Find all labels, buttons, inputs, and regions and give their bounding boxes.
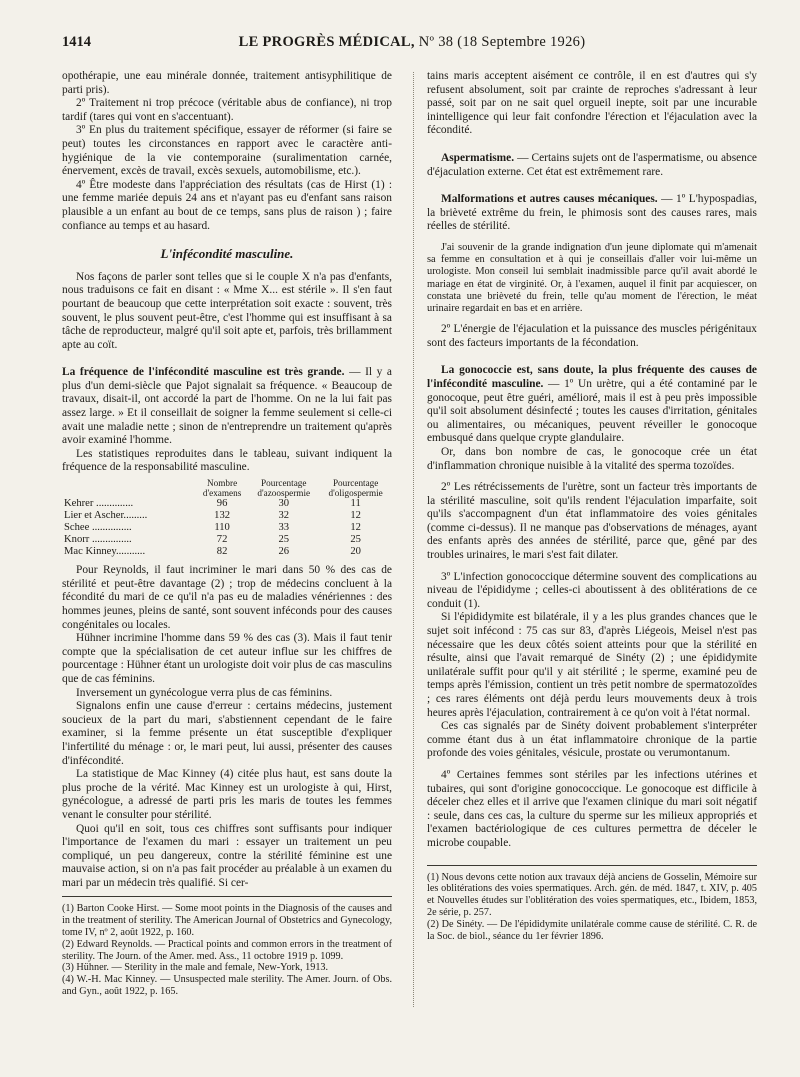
paragraph-text: — Certains sujets ont de l'aspermatisme, ou absence d'éjaculation externe. Cet état est extrêmement rare. — [427, 151, 757, 178]
footnote: (4) W.-H. Mac Kinney. — Unsuspected male sterility. The Amer. Journ. of Obs. and Gyn., août 1922, p. 165. — [62, 974, 392, 998]
footnotes — [427, 872, 757, 943]
value-cell: 132 — [214, 510, 231, 522]
paragraph: Or, dans bon nombre de cas, le gonocoque crée un état d'inflammation chronique nuisible à la vitalité des sperma tozoïdes. — [427, 445, 757, 472]
paragraph: Ces cas signalés par de Sinéty doivent probablement s'interpréter comme étant dus à un état inflammatoire chronique de la partie profonde des voies génitales, vésicule, prostate ou verumontanum. — [427, 720, 757, 760]
column-header: Pourcentage d'azoospermie — [257, 478, 311, 498]
footnote: (1) Nous devons cette notion aux travaux déjà anciens de Gosselin, Mémoire sur les oblitérations des voies spermatiques. Arch. gén. de méd. 1847, t. XIV, p. 405 et Nouvelles études sur l'oblitération des voies spermatiques, etc., Ibidem, 1853, 2e série, p. 257. — [427, 871, 757, 918]
author-cell: Knorr ............... — [64, 534, 132, 546]
paragraph: Signalons enfin une cause d'erreur : certains médecins, justement soucieux de la part du mari, s'abstiennent cependant de le faire examiner, si la femme présente un état susceptible d'expliquer l'infertilité du ménage : or, le mari peut, lui aussi, présenter des causes d'infécondité. — [62, 700, 392, 767]
author-cell: Lier et Ascher......... — [64, 510, 148, 522]
table-row — [62, 510, 392, 522]
paragraph: 4º Être modeste dans l'appréciation des résultats (cas de Hirst (1) : une femme mariée depuis 24 ans et n'ayant pas eu d'enfant sans raison plausible a un enfant au bout de ce temps, sans plus de raison ) ; faire confiance au temps et au hasard. — [62, 178, 392, 232]
run-in-heading: Malformations et autres causes mécaniques. — [441, 193, 658, 206]
table-row — [62, 534, 392, 546]
right-column — [427, 70, 757, 942]
statistics-table — [62, 479, 392, 558]
paragraph: 2º Les rétrécissements de l'urètre, sont un facteur très importants de la stérilité masculine, soit qu'ils rendent l'éjaculation imparfaite, soit qu'ils s'accompagnent d'un état inflammatoire des voies génitales (comme ci-dessus). Il ne manque pas d'observations de ménages, ayant des enfants après des années de stérilité, parce que, gêné par des troubles urinaires, le mari s'est fait dilater. — [427, 481, 757, 562]
table-row — [62, 546, 392, 558]
paragraph: Inversement un gynécologue verra plus de cas féminins. — [76, 686, 333, 699]
value-cell: 26 — [278, 546, 290, 558]
author-cell: Schee ............... — [64, 522, 132, 534]
value-cell: 25 — [350, 534, 361, 546]
value-cell: 32 — [278, 510, 290, 522]
running-title — [62, 34, 762, 51]
paragraph-text: — 1º Un urètre, qui a été contaminé par le gonocoque, peut être guéri, amélioré, mais il est à peu près impossible qu'il soit absolument désinfecté ; toutes les causes d'irritation, génitales ou alimentaires, ou mécaniques, peuvent réveiller le gonocoque embusqué dans quelque crypte glandulaire. — [427, 377, 757, 445]
paragraph-text: — 1º L'hypospadias, la brièveté extrême du frein, le phimosis sont des causes rares, mais réelles de stérilité. — [427, 193, 757, 233]
paragraph: 4º Certaines femmes sont stériles par les infections utérines et tubaires, qui sont d'origine gonococcique. Le gonocoque est difficile à déceler chez elles et il arrive que l'examen clinique du mari soit négatif : seule, dans ces cas, la culture du sperme sur les milieux appropriés et l'examen bactériologique de ces cultures permettra de déceler le microbe coupable. — [427, 768, 757, 849]
left-column — [62, 70, 392, 998]
footnote: (1) Barton Cooke Hirst. — Some moot points in the Diagnosis of the causes and in the treatment of sterility. The American Journal of Obstetrics and Gynecology, tome IV, nº 2, août 1922, p. 160. — [62, 903, 392, 939]
footnote: (3) Hühner. — Sterility in the male and female, New-York, 1913. — [62, 962, 329, 974]
value-cell: 11 — [350, 498, 361, 510]
paragraph — [427, 193, 757, 234]
value-cell: 72 — [216, 534, 228, 546]
footnote-rule — [62, 896, 392, 897]
paragraph — [427, 152, 757, 179]
paragraph: Si l'épididymite est bilatérale, il y a les plus grandes chances que le sujet soit infécond : 75 cas sur 83, d'après Liégeois, Meisel n'est pas nécessaire que les deux côtés soient atteints pour que la stérilité en résulte, ainsi que l'avait remarqué de Sinéty (2) ; une épididymite unilatérale suffit pour qu'il y ait stérilité ; le sperme, examiné peu de temps après l'émission, contient un très petit nombre de spermatozoïdes ; ces rares éléments ont déjà perdu leurs mouvements deux à trois heures après l'éjaculation, contrairement à ce qu'on voit à l'état normal. — [427, 611, 757, 719]
paragraph: 3º L'infection gonococcique détermine souvent des complications au niveau de l'épididyme ; celles-ci aboutissent à des oblitérations de ce conduit (1). — [427, 570, 757, 610]
footnotes — [62, 903, 392, 997]
value-cell: 33 — [278, 522, 290, 534]
paragraph: La statistique de Mac Kinney (4) citée plus haut, est sans doute la plus proche de la vérité. Mac Kinney est un urologiste à qui, Hirst, gynécologue, a adressé de parti pris les maris de toutes les femmes venant le consulter pour stérilité. — [62, 768, 392, 821]
column-header: Pourcentage d'oligospermie — [328, 478, 383, 498]
column-separator — [413, 72, 415, 1007]
page-number: 1414 — [62, 34, 91, 50]
paragraph: 2º L'énergie de l'éjaculation et la puissance des muscles périgénitaux sont des facteurs importants de la fécondation. — [427, 323, 757, 349]
paragraph: Quoi qu'il en soit, tous ces chiffres sont suffisants pour indiquer l'importance de l'examen du mari : essayer un traitement un peu compliqué, un peu dangereux, contre la stérilité féminine est une mauvaise action, si on n'a pas fait procéder au préalable à un examen du mari par un médecin très qualifié. Si cer- — [62, 822, 392, 889]
run-in-heading: Aspermatisme. — [441, 151, 515, 164]
section-heading: L'infécondité masculine. — [160, 246, 294, 262]
value-cell: 12 — [350, 522, 361, 534]
quote-paragraph: J'ai souvenir de la grande indignation d'un jeune diplomate qui m'amenait sa femme en consultation et à qui je conseillais d'aller voir lui-même un urologiste. Mon conseil lui semblait inadmissible parce qu'il avait abordé le mariage en état de virginité. Or, à l'examen, auquel il finit par acquiescer, on constata une brièveté du frein, telle qu'au moment de l'érection, le méat urinaire regardait en bas et en arrière. — [427, 241, 757, 314]
value-cell: 12 — [350, 510, 361, 522]
paragraph — [62, 366, 392, 448]
paragraph: Pour Reynolds, il faut incriminer le mari dans 50 % des cas de stérilité et peut-être davantage (2) ; trop de médecins concluent à la fécondité du mari de ce qu'il n'a pas eu de maladies vénériennes : des hommes jeunes, pleins de santé, sont souvent inféconds pour des causes congénitales ou locales. — [62, 564, 392, 631]
paragraph-text: — Il y a plus d'un demi-siècle que Pajot signalait sa fréquence. « Beaucoup de travaux, disait-il, ont accordé la part de l'homme. On ne la lui fait pas assez large. » Et il conseillait de soigner la femme seulement si celle-ci avait une maladie nette ; sinon de n'entreprendre un traitement qu'après avoir examiné l'homme. — [62, 366, 392, 447]
author-cell: Mac Kinney........... — [64, 546, 146, 558]
table-row — [62, 522, 392, 534]
paragraph: Hühner incrimine l'homme dans 59 % des cas (3). Mais il faut tenir compte que la spécialisation de cet auteur influe sur les chiffres de pourcentage : Hühner étant un urologiste doit voir plus de cas masculins que de cas féminins. — [62, 632, 392, 685]
paragraph: Les statistiques reproduites dans le tableau, suivant indiquent la fréquence de la responsabilité masculine. — [62, 447, 392, 474]
paragraph: opothérapie, une eau minérale donnée, traitement antisyphilitique de parti pris). — [62, 70, 392, 96]
paragraph: tains maris acceptent aisément ce contrôle, il en est d'autres qui s'y refusent absolument, soit par crainte de reproches s'adressant à leur passé, soit par on ne sait quel orgueil inepte, soit par une incurable inintelligence qui leur fait confondre l'érection et l'éjaculation avec la fécondité. — [427, 70, 757, 137]
value-cell: 30 — [278, 498, 290, 510]
value-cell: 82 — [216, 546, 228, 558]
run-in-heading: La fréquence de l'infécondité masculine est très grande. — [62, 366, 345, 379]
author-cell: Kehrer .............. — [64, 498, 134, 510]
table-row — [62, 498, 392, 510]
paragraph: Nos façons de parler sont telles que si le couple X n'a pas d'enfants, nous traduisons ce fait en disant : « Mme X... est stérile ». Il s'en faut pourtant de beaucoup que cette interprétation soit exacte : souvent, très souvent, le plus souvent peut-être, c'est l'homme qui est insuffisant à sa tâche de reproducteur, malgré qu'il soit apte et, parfois, très brillamment apte au coït. — [62, 270, 392, 351]
value-cell: 20 — [350, 546, 361, 558]
value-cell: 110 — [214, 522, 230, 534]
page-header — [62, 34, 762, 54]
footnote: (2) Edward Reynolds. — Practical points and common errors in the treatment of sterility. The Journ. of the Amer. med. Ass., 11 octobre 1919 p. 1099. — [62, 938, 392, 962]
run-in-heading: La gonococcie est, sans doute, la plus fréquente des causes de l'infécondité masculine. — [427, 364, 757, 390]
issue-info: Nº 38 (18 Septembre 1926) — [418, 34, 586, 50]
footnote-rule — [427, 865, 757, 866]
footnote: (2) De Sinéty. — De l'épididymite unilatérale comme cause de stérilité. C. R. de la Soc. de biol., séance du 1er février 1896. — [427, 918, 757, 942]
paragraph: 2º Traitement ni trop précoce (véritable abus de confiance), ni trop tardif (tares qui vont en s'accentuant). — [62, 97, 392, 123]
column-header: Nombre d'examens — [202, 478, 242, 498]
value-cell: 25 — [278, 534, 290, 546]
paragraph — [427, 364, 757, 446]
paragraph: 3º En plus du traitement spécifique, essayer de réformer (si faire se peut) toutes les circonstances en rapport avec le caractère anti-hygiénique de la vie contemporaine (suralimentation carnée, énervement, excès de travail, excès sexuels, automobilisme, etc.). — [62, 124, 392, 178]
value-cell: 96 — [216, 498, 228, 510]
journal-title: LE PROGRÈS MÉDICAL, — [238, 34, 415, 50]
